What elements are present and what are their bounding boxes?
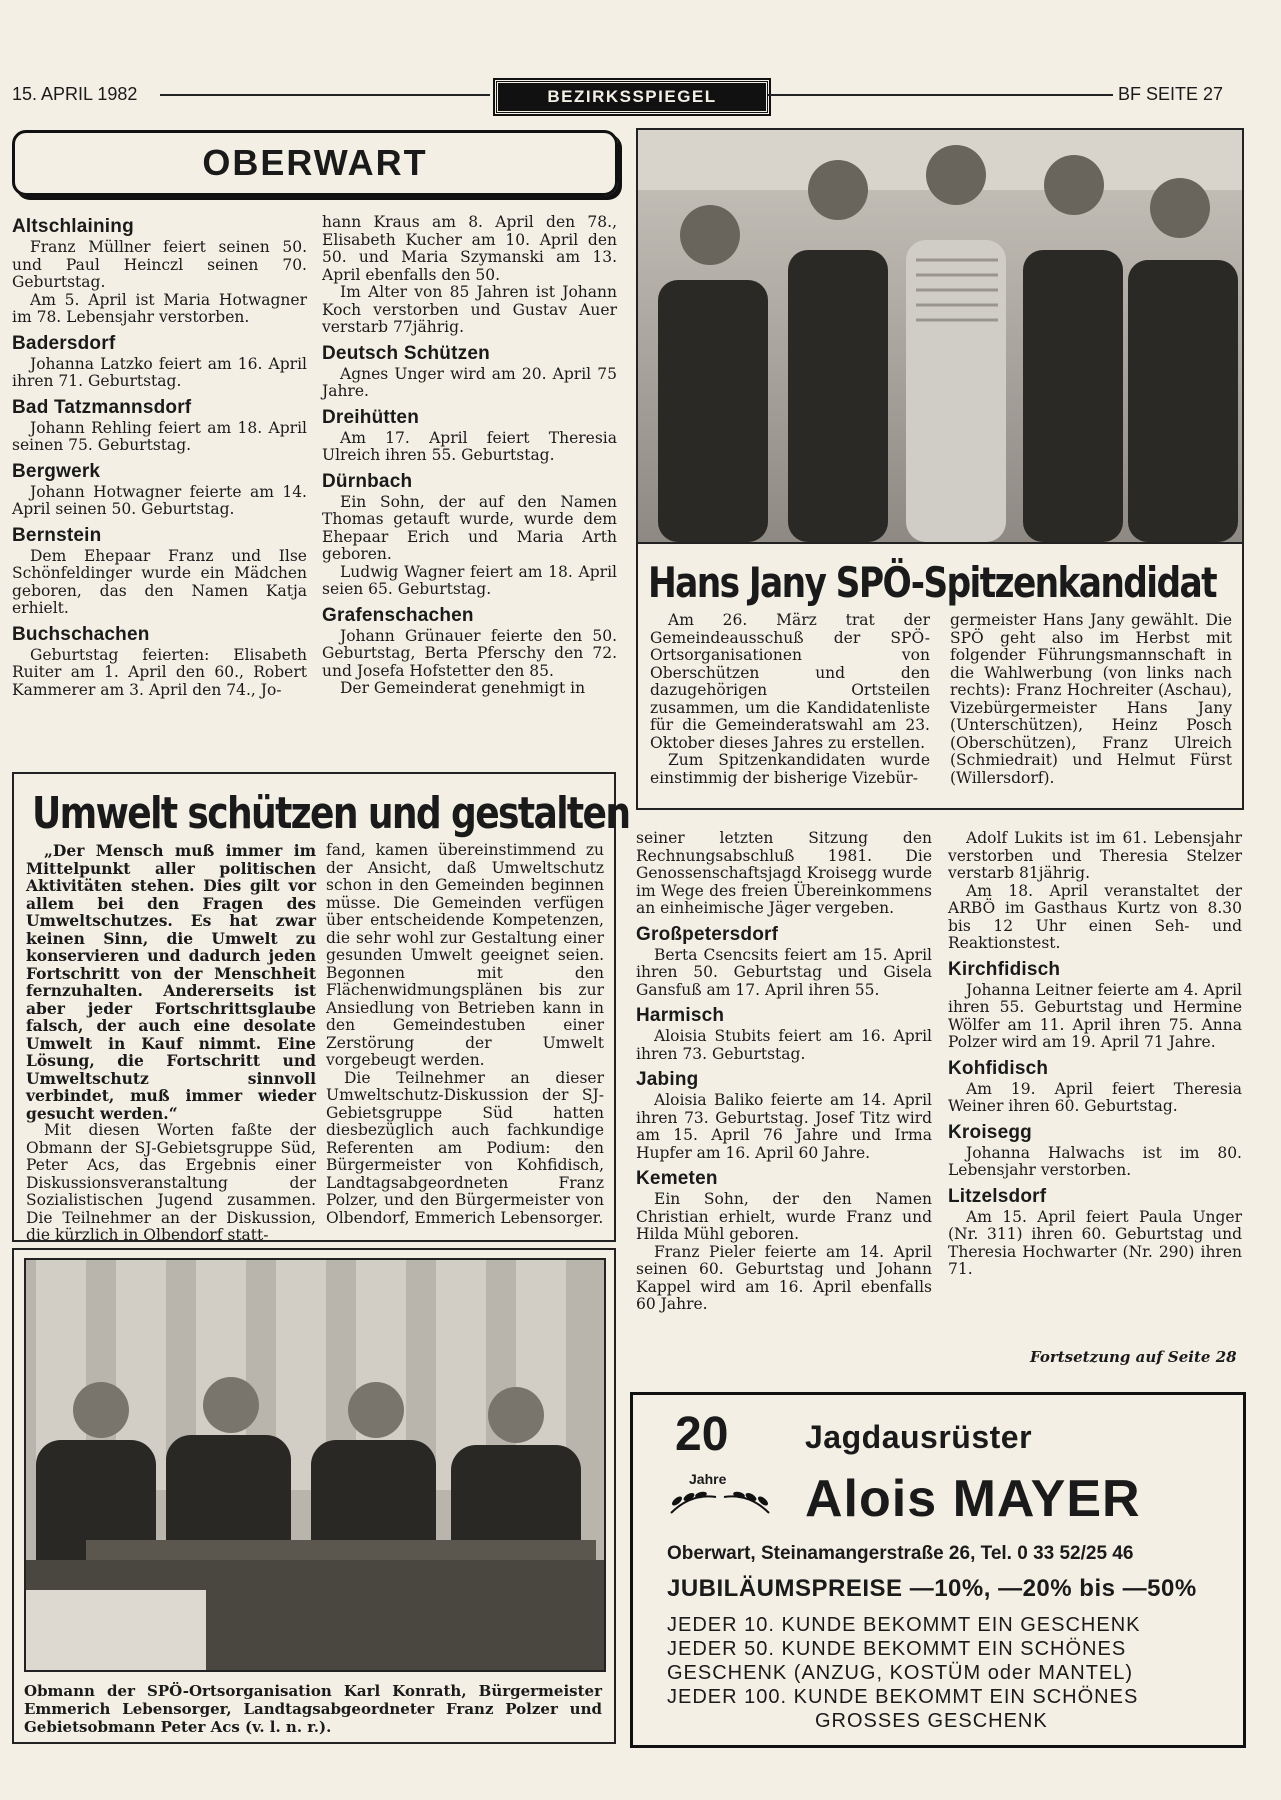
place-heading: Kohfidisch [948, 1057, 1049, 1079]
jany-column-2 [950, 612, 1232, 787]
masthead-box [12, 130, 618, 196]
paragraph: Franz Müllner feiert seinen 50. und Paul Heinczl seinen 70. Geburtstag. [12, 238, 307, 291]
paragraph: seiner letzten Sitzung den Rechnungsabschluß 1981. Die Genossenschaftsjagd Kroisegg wurde im Wege des freien Übereinkommens an einheimische Jäger vergeben. [636, 829, 932, 917]
paragraph: Am 5. April ist Maria Hotwagner im 78. Lebensjahr verstorben. [12, 290, 307, 326]
oberwart-column-2 [322, 214, 617, 698]
paragraph: Johann Rehling feiert am 18. April seinen 75. Geburtstag. [12, 418, 307, 454]
paragraph: Johanna Halwachs ist im 80. Lebensjahr verstorben. [948, 1143, 1242, 1179]
paragraph: Am 17. April feiert Theresia Ulreich ihren 55. Geburtstag. [322, 428, 617, 464]
paragraph: Am 18. April veranstaltet der ARBÖ im Gasthaus Kurtz von 8.30 bis 12 Uhr einen Seh- und Reaktionstest. [948, 881, 1242, 952]
place-heading: Harmisch [636, 1005, 725, 1026]
place-heading: Badersdorf [12, 332, 116, 354]
paragraph: Mit diesen Worten faßte der Obmann der SJ-Gebietsgruppe Süd, Peter Acs, das Ergebnis einer Diskussionsveranstaltung der Sozialistischen Jugend zusammen. Die Teilnehmer an der Diskussion, die kürzlich in Olbendorf statt- [26, 1121, 316, 1244]
photo-spoe-candidates [636, 128, 1244, 544]
paragraph: Zum Spitzenkandidaten wurde einstimmig der bisherige Vizebür- [650, 751, 930, 787]
masthead-title: OBERWART [202, 142, 428, 183]
ad-offer-line: GROSSES GESCHENK [815, 1710, 1048, 1732]
place-heading: Kemeten [636, 1168, 718, 1189]
ad-company-name: Alois MAYER [805, 1470, 1141, 1528]
ad-years-number: 20 [675, 1408, 729, 1461]
paragraph: Am 26. März trat der Gemeindeausschuß der SPÖ-Ortsorganisationen von Oberschützen und den dazugehörigen Ortsteilen zusammen, um die Kandidatenliste für die Gemeinderatswahl am 23. Oktober dieses Jahres zu erstellen. [650, 611, 930, 752]
paragraph: Johanna Leitner feierte am 4. April ihren 55. Geburtstag und Hermine Wölfer am 11. April ihren 75. Anna Polzer wird am 19. April 71 Jahre. [948, 980, 1242, 1051]
header-page: BF SEITE 27 [1118, 84, 1224, 104]
header-section [495, 80, 769, 114]
paragraph: Johann Grünauer feierte den 50. Geburtstag, Berta Pferschy den 72. und Josefa Hofstetter den 85. [322, 626, 617, 680]
place-heading: Bad Tatzmannsdorf [12, 396, 192, 418]
place-heading: Kroisegg [948, 1121, 1032, 1143]
ad-offer-line: GESCHENK (ANZUG, KOSTÜM oder MANTEL) [667, 1662, 1134, 1684]
paragraph: Aloisia Baliko feierte am 14. April ihren 73. Geburtstag. Josef Titz wird am 15. April 76 Jahre und Irma Hupfer am 16. April 60 Jahre. [636, 1091, 932, 1162]
paragraph: germeister Hans Jany gewählt. Die SPÖ geht also im Herbst mit folgender Führungsmannschaft in die Wahlwerbung (von links nach rechts): Franz Hochreiter (Aschau), Vizebürgermeister Hans Jany (Unterschützen), Heinz Posch (Oberschützen), Franz Ulreich (Schmiedrait) und Helmut Fürst (Willersdorf). [950, 611, 1232, 787]
jany-column-1 [650, 612, 930, 787]
header-rule-left [160, 94, 490, 96]
paragraph: Berta Csencsits feiert am 15. April ihren 50. Geburtstag und Gisela Gansfuß am 17. April ihren 55. [636, 945, 932, 999]
place-heading: Großpetersdorf [636, 923, 779, 945]
place-heading: Litzelsdorf [948, 1185, 1047, 1207]
oberwart-column-4 [948, 830, 1242, 1279]
jany-article-box [636, 540, 1244, 810]
umwelt-column-1 [26, 842, 316, 1245]
paragraph: Ein Sohn, der den Namen Christian erhielt, wurde Franz und Hilda Mühl geboren. [636, 1190, 932, 1243]
paragraph: Am 19. April feiert Theresia Weiner ihren 60. Geburtstag. [948, 1079, 1242, 1115]
paragraph: Die Teilnehmer an dieser Umweltschutz-Diskussion der SJ-Gebietsgruppe Süd hatten diesbezüglich auch fachkundige Referenten am Podium: den Bürgermeister von Kohfidisch, Landtagsabgeordneten Franz Polzer, und den Bürgermeister von Olbendorf, Emmerich Lebensorger. [326, 1068, 604, 1227]
paragraph: Johann Hotwagner feierte am 14. April seinen 50. Geburtstag. [12, 482, 307, 518]
place-heading: Jabing [636, 1069, 699, 1090]
place-heading: Kirchfidisch [948, 958, 1061, 980]
paragraph: Am 15. April feiert Paula Unger (Nr. 311) ihren 60. Geburtstag und Theresia Hochwarter (Nr. 290) ihren 71. [948, 1207, 1242, 1278]
paragraph: Geburtstag feierten: Elisabeth Ruiter am 1. April den 60., Robert Kammerer am 3. April den 74., Jo- [12, 645, 307, 699]
place-heading: Dreihütten [322, 406, 419, 428]
header-section-label: BEZIRKSSPIEGEL [547, 87, 717, 106]
paragraph: Im Alter von 85 Jahren ist Johann Koch verstorben und Gustav Auer verstarb 77jährig. [322, 283, 617, 336]
paragraph: hann Kraus am 8. April den 78., Elisabeth Kucher am 10. April den 50. und Maria Szymanski am 13. April ebenfalls den 50. [322, 213, 617, 284]
paragraph: Ludwig Wagner feiert am 18. April seien 65. Geburtstag. [322, 562, 617, 598]
ad-offer-line: JEDER 50. KUNDE BEKOMMT EIN SCHÖNES [667, 1638, 1127, 1660]
umwelt-article-box [12, 772, 630, 1244]
ad-offer-line: JEDER 10. KUNDE BEKOMMT EIN GESCHENK [667, 1614, 1141, 1636]
paragraph: Der Gemeinderat genehmigt in [340, 679, 586, 697]
ad-offer-line: JEDER 100. KUNDE BEKOMMT EIN SCHÖNES [667, 1686, 1139, 1708]
header-date: 15. APRIL 1982 [12, 84, 138, 104]
place-heading: Buchschachen [12, 623, 150, 645]
place-heading: Altschlaining [12, 216, 134, 237]
paragraph: fand, kamen übereinstimmend zu der Ansicht, daß Umweltschutz schon in den Gemeinden beginnen müsse. Die Gemeinden verfügen über entscheidende Kompetenzen, die sehr wohl zur Gestaltung einer gesunden Umwelt geeignet seien. Begonnen mit den Flächenwidmungsplänen bis zur Ansiedlung von Betrieben kann in den Gemeindestuben einer Zerstörung der Umwelt vorgebeugt werden. [326, 841, 604, 1069]
advertisement-mayer [630, 1392, 1246, 1748]
oberwart-column-1 [12, 210, 307, 699]
place-heading: Bergwerk [12, 460, 101, 482]
oberwart-column-3 [636, 830, 932, 1314]
photo-discussion-panel [24, 1258, 606, 1672]
ad-offer-lines [667, 1613, 1227, 1733]
ad-years-word: Jahre [689, 1471, 727, 1487]
ad-promo: JUBILÄUMSPREISE —10%, —20% bis —50% [667, 1575, 1197, 1602]
paragraph: Aloisia Stubits feiert am 16. April ihren 73. Geburtstag. [636, 1027, 932, 1063]
paragraph: Johanna Latzko feiert am 16. April ihren 71. Geburtstag. [12, 354, 307, 390]
umwelt-column-2 [326, 842, 604, 1227]
paragraph: Ein Sohn, der auf den Namen Thomas getauft wurde, wurde dem Ehepaar Erich und Maria Arth geboren. [322, 492, 617, 563]
umwelt-photo-box [12, 1248, 616, 1744]
paragraph: „Der Mensch muß immer im Mittelpunkt aller politischen Aktivitäten stehen. Dies gilt vor allem bei den Fragen des Umweltschutzes. Es hat zwar keinen Sinn, die Umwelt zu konservieren und dadurch jeden Fortschritt von der Menschheit fernzuhalten. Andererseits ist aber jeder Fortschrittsglaube falsch, der auch eine desolate Umwelt in Kauf nimmt. Eine Lösung, die Fortschritt und Umweltschutz sinnvoll verbindet, muß immer wieder gesucht werden.“ [26, 841, 316, 1123]
photo-panel-image [26, 1260, 604, 1670]
ad-tagline: Jagdausrüster [805, 1419, 1033, 1455]
continued-note: Fortsetzung auf Seite 28 [1030, 1348, 1237, 1366]
umwelt-headline: Umwelt schützen und gestalten [32, 788, 630, 839]
paragraph: Agnes Unger wird am 20. April 75 Jahre. [322, 364, 617, 400]
jany-headline: Hans Jany SPÖ-Spitzenkandidat [648, 558, 1216, 607]
umwelt-photo-caption: Obmann der SPÖ-Ortsorganisation Karl Konrath, Bürgermeister Emmerich Lebensorger, Landtagsabgeordneter Franz Polzer und Gebietsobmann Peter Acs (v. l. n. r.). [24, 1682, 602, 1736]
paragraph: Dem Ehepaar Franz und Ilse Schönfeldinger wurde ein Mädchen geboren, das den Namen Katja erhielt. [12, 546, 307, 617]
header-rule-right [768, 94, 1113, 96]
place-heading: Deutsch Schützen [322, 342, 490, 364]
paragraph: Adolf Lukits ist im 61. Lebensjahr verstorben und Theresia Stelzer verstarb 81jährig. [948, 829, 1242, 882]
photo-candidates-image [638, 130, 1242, 542]
place-heading: Bernstein [12, 524, 102, 546]
place-heading: Grafenschachen [322, 604, 474, 626]
laurel-icon [661, 1483, 779, 1517]
place-heading: Dürnbach [322, 470, 413, 492]
ad-address: Oberwart, Steinamangerstraße 26, Tel. 0 33 52/25 46 [667, 1543, 1134, 1564]
paragraph: Franz Pieler feierte am 14. April seinen 60. Geburtstag und Johann Kappel wird am 16. April ebenfalls 60 Jahre. [636, 1242, 932, 1313]
